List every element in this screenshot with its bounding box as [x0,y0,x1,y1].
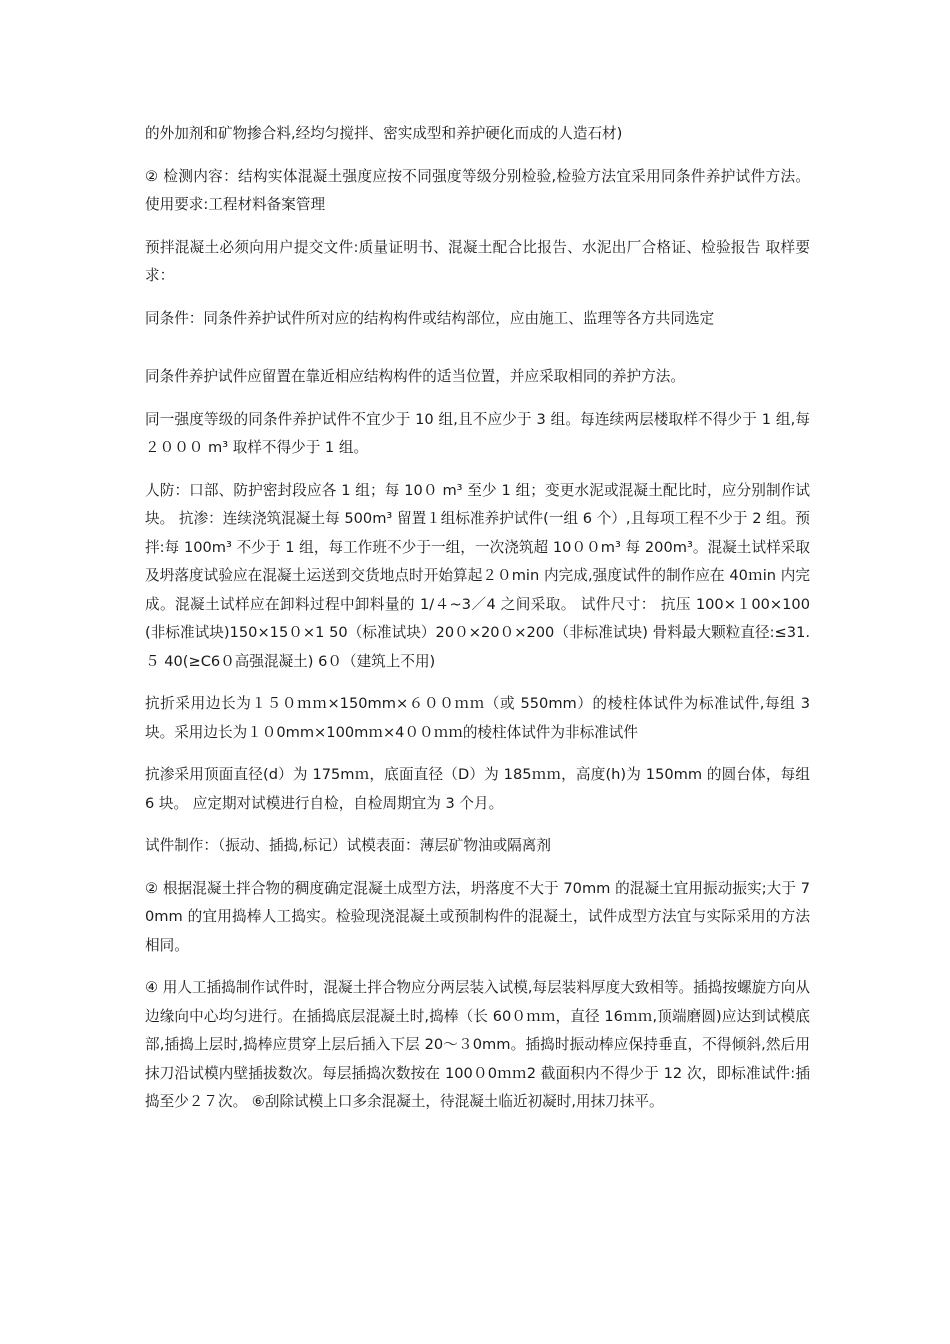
paragraph-8: 抗折采用边长为１５０ｍｍ×150mm×６００ｍｍ（或 550mm）的棱柱体试件为标准试件,每组 3 块。采用边长为１０0mm×100mｍ×4００ｍｍ的棱柱体试件为非标准试件 [145,695,810,741]
document-body [145,120,810,1131]
paragraph-10: 试件制作：（振动、插捣,标记）试模表面：薄层矿物油或隔离剂 [145,837,551,854]
paragraph-3: 预拌混凝土必须向用户提交文件:质量证明书、混凝土配合比报告、水泥出厂合格证、检验报告 取样要求： [145,238,810,284]
paragraph-4: 同条件：同条件养护试件所对应的结构构件或结构部位，应由施工、监理等各方共同选定 [145,309,715,327]
paragraph-11: ② 根据混凝土拌合物的稠度确定混凝土成型方法，坍落度不大于 70mm 的混凝土宜用振动振实;大于 70mm 的宜用捣棒人工捣实。检验现浇混凝土或预制构件的混凝土，试件成型方法宜与实际采用的方法相同。 [145,879,810,954]
paragraph-6: 同一强度等级的同条件养护试件不宜少于 10 组,且不应少于 3 组。每连续两层楼取样不得少于 1 组,每２０００ m³ 取样不得少于 1 组。 [145,410,810,456]
paragraph-1: 的外加剂和矿物掺合料,经均匀搅拌、密实成型和养护硬化而成的人造石材) [145,125,623,142]
paragraph-2: ② 检测内容：结构实体混凝土强度应按不同强度等级分别检验,检验方法宜采用同条件养护试件方法。 使用要求:工程材料备案管理 [145,167,810,213]
paragraph-9: 抗渗采用顶面直径(d）为 175mｍ，底面直径（D）为 185ｍｍ，高度(h)为 150mm 的圆台体，每组 6 块。 应定期对试模进行自检，自检周期宜为 3 个月。 [145,766,810,812]
paragraph-5: 同条件养护试件应留置在靠近相应结构构件的适当位置，并应采取相同的养护方法。 [145,368,685,385]
paragraph-12: ④ 用人工插捣制作试件时，混凝土拌合物应分两层装入试模,每层装料厚度大致相等。插捣按螺旋方向从边缘向中心均匀进行。在插捣底层混凝土时,捣棒（长 60０ｍｍ，直径 16ｍｍ,顶端磨圆)应达到试模底部,插捣上层时,捣棒应贯穿上层后插入下层 20～３0mm。插捣时振动棒应保持垂直，不得倾斜,然后用抹刀沿试模内壁插拔数次。每层插捣次数按在 100０0ｍｍ2 截面积内不得少于 12 次，即标准试件:插捣至少２７次。 ⑥刮除试模上口多余混凝土，待混凝土临近初凝时,用抹刀抹平。 [145,979,810,1110]
paragraph-7: 人防：口部、防护密封段应各 1 组；每 10０ m³ 至少 1 组；变更水泥或混凝土配比时，应分别制作试块。 抗渗：连续浇筑混凝土每 500m³ 留置１组标准养护试件(一组 6 个）,且每项工程不少于 2 组。预拌:每 100m³ 不少于 1 组，每工作班不少于一组，一次浇筑超 10００m³ 每 200m³。混凝土试样采取及坍落度试验应在混凝土运送到交货地点时开始算起２０min 内完成,强度试件的制作应在 40ｍin 内完成。混凝土试样应在卸料过程中卸料量的 1/４~3／4 之间采取。 试件尺寸： 抗压 100×１00×100(非标准试块)150×15０×1 50（标准试块）20０×20０×200（非标准试块) 骨料最大颗粒直径:≤31.５ 40(≥C6０高强混凝土) 6０（建筑上不用) [145,481,810,670]
